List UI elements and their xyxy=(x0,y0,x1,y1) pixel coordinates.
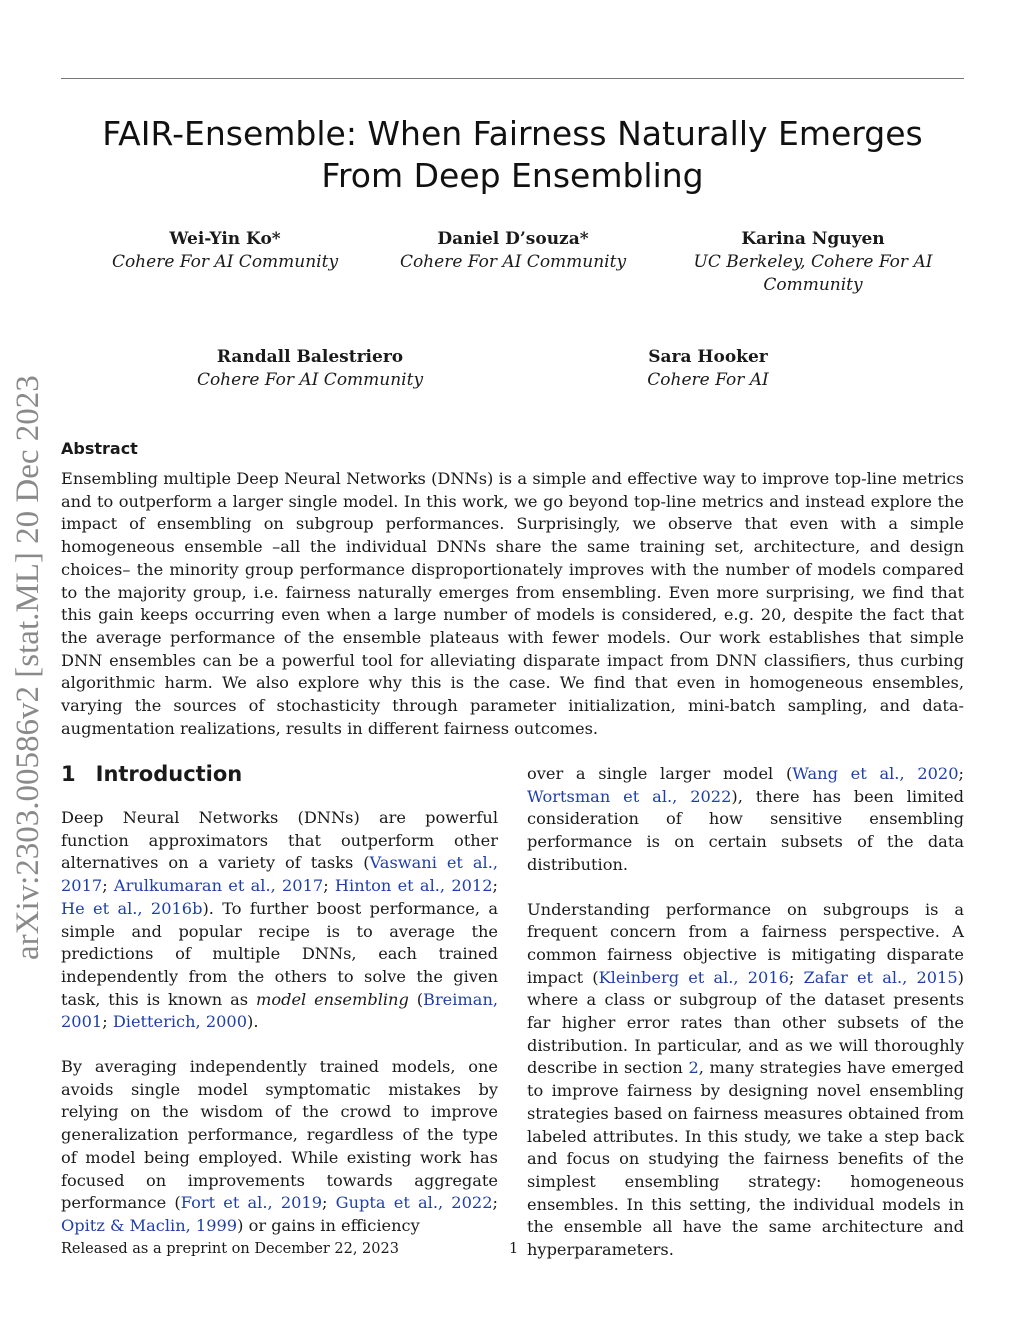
citation-link[interactable]: Breiman, 2001 xyxy=(61,989,499,1032)
author-affiliation: UC Berkeley, Cohere For AI Community xyxy=(693,252,933,295)
author-name: Daniel D’souza* xyxy=(437,229,589,249)
text-run: Deep Neural Networks (DNNs) are powerful function approximators that outperform other alternatives on a variety of tasks ( xyxy=(61,808,498,873)
abstract-text: Ensembling multiple Deep Neural Networks (DNNs) is a simple and effective way to improve top-line metrics and to outperform a larger single model. In this work, we go beyond top-line metrics and instead explore the impact of ensembling on subgroup performances. Surprisingly, we observe that even with a simple homogeneous ensemble –all the individual DNNs share the same training set, architecture, and design choices– the minority group performance disproportionately improves with the number of models compared to the majority group, i.e. fairness naturally emerges from ensembling. Even more surprising, we find that this gain keeps occurring even when a large number of models is considered, e.g. 20, despite the fact that the average performance of the ensemble plateaus with fewer models. Our work establishes that simple DNN ensembles can be a powerful tool for alleviating disparate impact from DNN classifiers, thus curbing algorithmic harm. We also explore why this is the case. We find that even in homogeneous ensembles, varying the sources of stochasticity through parameter initialization, mini-batch sampling, and data-augmentation realizations, results in different fairness outcomes. xyxy=(61,469,964,738)
author-block xyxy=(678,228,948,297)
text-run: ( xyxy=(408,989,424,1009)
header-rule xyxy=(61,78,964,79)
author-block xyxy=(170,346,450,392)
citation-link[interactable]: Gupta et al., 2022 xyxy=(335,1193,493,1213)
citation-link[interactable]: He et al., 2016b xyxy=(61,898,203,918)
paragraph xyxy=(61,1056,498,1238)
author-name: Karina Nguyen xyxy=(741,229,885,249)
text-run: By averaging independently trained models, one avoids single model symptomatic mistakes by relying on the wisdom of the crowd to improve generalization performance, regardless of the type of model being employed. While existing work has focused on improvements towards aggregate performance ( xyxy=(61,1057,498,1213)
text-run: ; xyxy=(492,1193,498,1213)
author-affiliation: Cohere For AI xyxy=(647,370,769,390)
title-line-2: From Deep Ensembling xyxy=(321,156,704,195)
author-block xyxy=(598,346,818,392)
text-run: over a single larger model ( xyxy=(527,764,793,783)
text-run: ). xyxy=(247,1012,259,1032)
paragraph xyxy=(527,899,964,1262)
paper-title xyxy=(61,113,964,197)
citation-link[interactable]: Kleinberg et al., 2016 xyxy=(598,967,789,987)
text-run: ; xyxy=(102,1012,113,1032)
page-number: 1 xyxy=(509,1241,519,1257)
citation-link[interactable]: Wang et al., 2020 xyxy=(792,764,959,783)
section-heading xyxy=(61,762,242,786)
text-run: ; xyxy=(788,967,804,987)
section-number: 1 xyxy=(61,762,76,786)
paragraph xyxy=(61,807,498,1034)
author-affiliation: Cohere For AI Community xyxy=(399,252,627,272)
author-name: Wei-Yin Ko* xyxy=(169,229,281,249)
citation-link[interactable]: Arulkumaran et al., 2017 xyxy=(113,876,324,896)
citation-link[interactable]: Dietterich, 2000 xyxy=(112,1012,248,1032)
abstract-heading: Abstract xyxy=(61,439,138,458)
citation-link[interactable]: Opitz & Maclin, 1999 xyxy=(61,1215,238,1235)
text-run: , many strategies have emerged to improve fairness by designing novel ensembling strategies based on fairness measures obtained from labeled attributes. In this study, we take a step back and focus on studying the fairness benefits of the simplest ensembling strategy: homogeneous ensembles. In this setting, the individual models in the ensemble all have the same architecture and hyperparameters. xyxy=(527,1058,964,1260)
paragraph xyxy=(527,763,964,877)
author-affiliation: Cohere For AI Community xyxy=(111,252,339,272)
citation-link[interactable]: Fort et al., 2019 xyxy=(180,1193,323,1213)
citation-link[interactable]: Zafar et al., 2015 xyxy=(803,967,958,987)
author-name: Randall Balestriero xyxy=(216,347,404,367)
text-run: ) or gains in efficiency xyxy=(237,1215,420,1235)
text-run: ; xyxy=(492,876,498,896)
emphasis-text: model ensembling xyxy=(255,989,409,1009)
author-block xyxy=(373,228,653,274)
footer-release-note: Released as a preprint on December 22, 2023 xyxy=(61,1241,399,1257)
text-run: ), there has been limited consideration of how sensitive ensembling performance is on certain subsets of the data distribution. xyxy=(527,786,964,874)
text-run: ; xyxy=(102,876,114,896)
right-column xyxy=(527,763,964,1284)
text-run: ). To further boost performance, a simple and popular recipe is to average the predictions of multiple DNNs, each trained independently from the others to solve the given task, this is known as xyxy=(61,898,498,1009)
citation-link[interactable]: Wortsman et al., 2022 xyxy=(527,786,732,806)
text-run: Understanding performance on subgroups is a frequent concern from a fairness perspective. A common fairness objective is mitigating disparate impact ( xyxy=(527,899,964,987)
author-affiliation: Cohere For AI Community xyxy=(196,370,424,390)
citation-link[interactable]: Hinton et al., 2012 xyxy=(334,876,493,896)
title-line-1: FAIR-Ensemble: When Fairness Naturally Emerges xyxy=(102,114,923,153)
author-block xyxy=(85,228,365,274)
text-run: ; xyxy=(323,876,335,896)
author-name: Sara Hooker xyxy=(648,347,768,367)
arxiv-identifier: arXiv:2303.00586v2 [stat.ML] 20 Dec 2023 xyxy=(10,375,46,960)
citation-link[interactable]: Vaswani et al., 2017 xyxy=(61,853,499,896)
text-run: ; xyxy=(958,764,964,783)
text-run: ) where a class or subgroup of the dataset presents far higher error rates than other subsets of the distribution. In particular, and as we will thoroughly describe in section xyxy=(527,967,964,1078)
citation-link[interactable]: 2 xyxy=(688,1058,699,1078)
left-column xyxy=(61,807,498,1260)
section-title: Introduction xyxy=(95,762,243,786)
text-run: ; xyxy=(322,1193,336,1213)
